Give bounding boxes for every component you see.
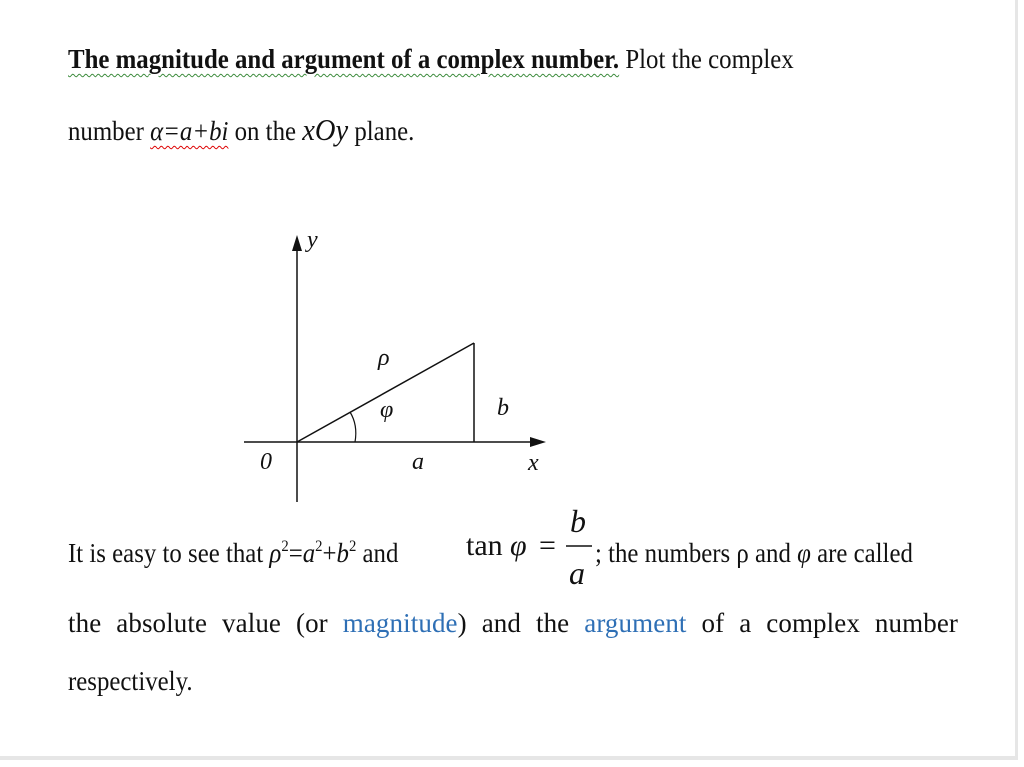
phi-symbol: φ xyxy=(797,538,811,568)
tan-formula xyxy=(466,500,616,596)
plane-name: xOy xyxy=(302,112,349,147)
plus-sign: + xyxy=(322,538,337,568)
y-axis-arrow xyxy=(292,235,302,251)
intro-prefix: number xyxy=(68,116,151,146)
intro-line xyxy=(68,112,414,148)
complex-formula: α=a+bi xyxy=(150,116,229,146)
fraction-denominator: a xyxy=(569,555,585,591)
b-exponent: 2 xyxy=(348,538,357,555)
a-symbol: a xyxy=(302,538,316,568)
tan-text: tan xyxy=(466,529,503,562)
called-line xyxy=(595,538,913,569)
rho-exponent: 2 xyxy=(281,538,289,555)
numbers-text: ; the numbers ρ and xyxy=(595,538,798,568)
a-label: a xyxy=(412,449,424,475)
tan-equals: = xyxy=(539,529,556,562)
b-symbol: b xyxy=(336,538,349,568)
respectively-line xyxy=(68,666,193,697)
equals-sign: = xyxy=(288,538,303,568)
a-exponent: 2 xyxy=(315,538,323,555)
heading-title: The magnitude and argument of a complex number. xyxy=(68,44,620,74)
rho-symbol: ρ xyxy=(269,538,282,568)
definition-part2: ) and the xyxy=(457,608,585,638)
definition-part3: of a complex number xyxy=(686,608,958,638)
definition-line xyxy=(68,608,958,639)
and-word: and xyxy=(356,538,399,568)
formula-intro: It is easy to see that xyxy=(68,538,270,568)
definition-part1: the absolute value (or xyxy=(68,608,343,638)
phi-label: φ xyxy=(380,397,394,423)
argument-term: argument xyxy=(584,608,687,638)
heading-line xyxy=(68,44,794,75)
complex-plane-diagram xyxy=(230,225,560,510)
x-axis-arrow xyxy=(530,437,546,447)
fraction-numerator: b xyxy=(570,503,586,539)
b-label: b xyxy=(497,395,509,421)
tan-phi: φ xyxy=(510,529,527,562)
intro-suffix: plane. xyxy=(348,116,415,146)
heading-rest: Plot the complex xyxy=(625,44,794,74)
phi-arc xyxy=(350,412,356,442)
magnitude-term: magnitude xyxy=(342,608,458,638)
formula-line xyxy=(68,538,398,569)
origin-label: 0 xyxy=(260,449,272,475)
called-text: are called xyxy=(810,538,913,568)
respectively-text: respectively. xyxy=(68,666,193,696)
rho-label: ρ xyxy=(378,345,390,371)
x-axis-label: x xyxy=(528,450,539,476)
y-axis-label: y xyxy=(307,227,318,253)
intro-middle: on the xyxy=(228,116,303,146)
